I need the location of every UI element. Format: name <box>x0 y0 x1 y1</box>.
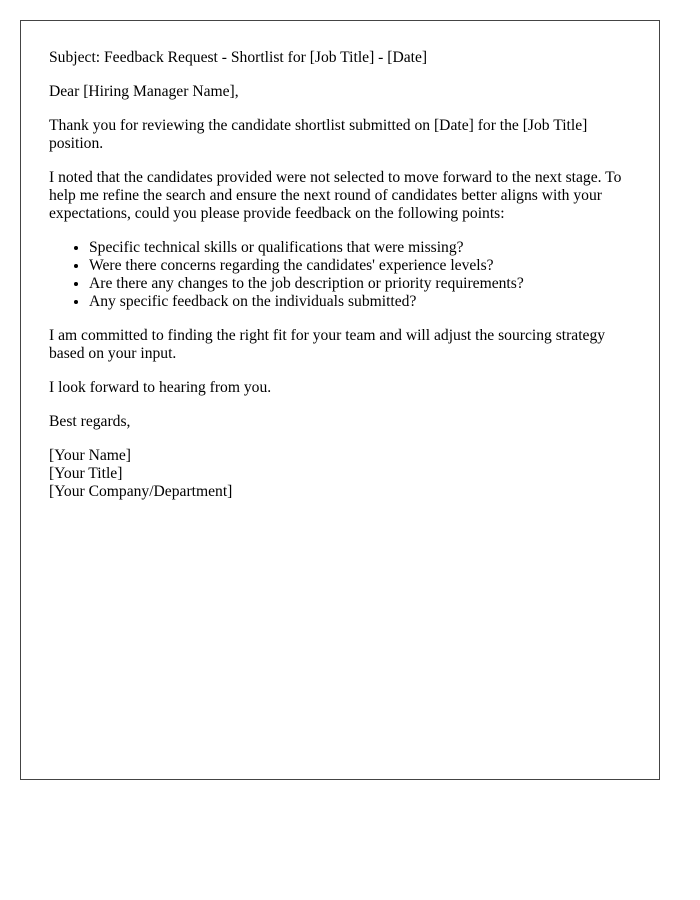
signature-name: [Your Name] <box>49 447 132 464</box>
list-item: • Any specific feedback on the individuals submitted? <box>89 293 631 311</box>
list-item: • Were there concerns regarding the candidates' experience levels? <box>89 257 631 275</box>
salutation: Dear [Hiring Manager Name], <box>49 83 239 100</box>
signature-title: [Your Title] <box>49 465 123 482</box>
letter-container <box>20 20 660 780</box>
signature-company: [Your Company/Department] <box>49 483 233 500</box>
closing: Best regards, <box>49 413 131 430</box>
commitment-paragraph: I am committed to finding the right fit for your team and will adjust the sourcing strategy based on your input. <box>49 327 606 362</box>
intro-paragraph: Thank you for reviewing the candidate shortlist submitted on [Date] for the [Job Title] position. <box>49 117 588 152</box>
signature-block <box>49 447 631 501</box>
list-item: • Specific technical skills or qualifications that were missing? <box>89 239 631 257</box>
feedback-points-list <box>49 239 631 311</box>
list-item: • Are there any changes to the job description or priority requirements? <box>89 275 631 293</box>
subject-line: Subject: Feedback Request - Shortlist for [Job Title] - [Date] <box>49 49 428 66</box>
closing-remark: I look forward to hearing from you. <box>49 379 272 396</box>
request-paragraph: I noted that the candidates provided were not selected to move forward to the next stage. To help me refine the search and ensure the next round of candidates better aligns with your expectations, could you please provide feedback on the following points: <box>49 169 622 222</box>
